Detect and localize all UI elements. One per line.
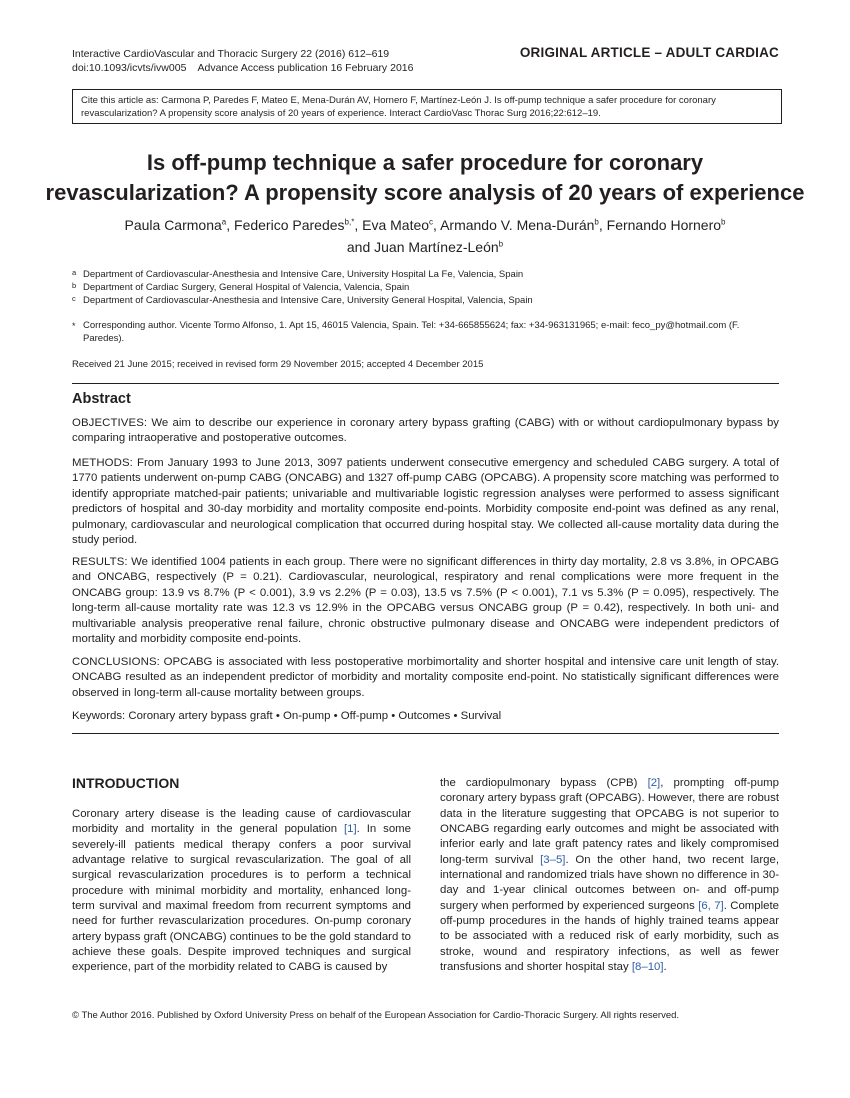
abstract-heading: Abstract (72, 391, 131, 407)
methods-text: : From January 1993 to June 2013, 3097 patients underwent consecutive emergency and scheduled CABG surgery. A total of 1770 patients underwent on-pump CABG (ONCABG) and 1327 off-pump CABG (OPCABG). A propensity score matching was performed to identify appropriate matched-pair patients; univariable and multivariable logistic regression analyses were performed to assess significant predictors of hospital and 30-day morbidity and mortality composite end-points. Morbidity composite end-point was defined as any renal, pulmonary, cardiovascular and neurological complication that occurred during hospital stay. We collected all-cause mortality data during the study period. (72, 457, 779, 547)
author-separator: , (433, 217, 441, 233)
author-separator: , (354, 217, 363, 233)
citation-box: Cite this article as: Carmona P, Paredes F, Mateo E, Mena-Durán AV, Hornero F, Martínez-León J. Is off-pump technique a safer procedure for coronary revascularization? A propensity score analysis of 20 years of experience. Interact CardioVasc Thorac Surg 2016;22:612–19. (72, 89, 782, 124)
reference-link[interactable]: [3–5] (540, 853, 566, 866)
affiliation-mark: b (72, 280, 77, 290)
author-list (80, 214, 770, 258)
author-name: Armando V. Mena-Durán (440, 217, 595, 233)
intro-column-left (72, 807, 411, 976)
abstract-results (72, 555, 779, 647)
intro-text: Coronary artery disease is the leading cause of cardiovascular morbidity and mortality in the general population (72, 808, 411, 836)
affiliations (72, 269, 533, 307)
author-line-2 (80, 236, 770, 258)
title-line-2: revascularization? A propensity score analysis of 20 years of experience (45, 180, 805, 205)
section-tag: ORIGINAL ARTICLE – ADULT CARDIAC (519, 45, 779, 60)
author-affiliation-mark: c (429, 217, 434, 227)
affiliation-row (72, 282, 533, 295)
intro-text: . On the other hand, two recent large, international and randomized trials have shown no difference in 30-day and 1-year clinical outcomes between on- and off-pump surgery when performed by experienced surgeons (440, 853, 779, 912)
copyright-footer: © The Author 2016. Published by Oxford University Press on behalf of the European Association for Cardio-Thoracic Surgery. All rights reserved. (72, 1010, 680, 1021)
author-affiliation-mark: b (721, 217, 726, 227)
objectives-text: : We aim to describe our experience in coronary artery bypass grafting (CABG) with or without cardiopulmonary bypass by comparing intraoperative and postoperative outcomes. (72, 417, 779, 445)
intro-text: . Complete off-pump procedures in the hands of highly trained teams appear to be associated with a reduced risk of early morbidity, such as stroke, wound and respiratory infections, as well as fewer transfusions and shorter hospital stay (440, 899, 779, 974)
abstract-methods (72, 456, 779, 548)
author-affiliation-mark: a (221, 217, 227, 227)
corresponding-author (72, 320, 778, 346)
divider-bottom (72, 733, 779, 734)
journal-info (72, 47, 413, 75)
introduction-heading: INTRODUCTION (72, 775, 180, 791)
intro-text: . (663, 961, 667, 974)
corresponding-text: Corresponding author. Vicente Tormo Alfonso, 1. Apt 15, 46015 Valencia, Spain. Tel: +34-665855624; fax: +34-963131965; e-mail: feco_py@hotmail.com (F. Paredes). (83, 320, 740, 344)
keywords-text: Coronary artery bypass graft • On-pump • Off-pump • Outcomes • Survival (125, 710, 502, 722)
affiliation-text: Department of Cardiovascular-Anesthesia and Intensive Care, University Hospital La Fe, Valencia, Spain (83, 269, 524, 280)
author-separator: , (598, 217, 607, 233)
results-text: : We identified 1004 patients in each group. There were no significant differences in thirty day mortality, 2.8 vs 3.8%, in OPCABG and ONCABG, respectively (P = 0.21). Cardiovascular, neurological, respiratory and renal complications were more frequent in the ONCABG group: 13.9 vs 8.7% (P < 0.001), 3.9 vs 2.2% (P = 0.03), 13.5 vs 7.5% (P < 0.001), 7.1 vs 5.3% (P = 0.095), respectively. The long-term all-cause mortality rate was 12.3 vs 12.9% in the OPCABG versus ONCABG group (P = 0.42), respectively. In both uni- and multivariable analysis preoperative renal failure, chronic obstructive pulmonary disease and ONCABG were independent predictors of mortality and morbidity composite end-points. (72, 556, 779, 646)
author-separator: , (226, 217, 235, 233)
author-name: and Juan Martínez-León (346, 239, 499, 255)
author-name: Eva Mateo (362, 217, 430, 233)
objectives-label: OBJECTIVES (72, 417, 144, 429)
affiliation-mark: c (72, 293, 76, 303)
affiliation-text: Department of Cardiac Surgery, General Hospital of Valencia, Valencia, Spain (83, 281, 410, 293)
abstract-objectives (72, 416, 779, 447)
reference-link[interactable]: [8–10] (631, 961, 664, 974)
reference-link[interactable]: [6, 7] (698, 899, 724, 912)
author-line-1 (80, 214, 770, 236)
intro-text: . In some severely-ill patients medical therapy confers a poor survival advantage relative to surgical revascularization. The goal of all surgical revascularization procedures is to perform a technical procedure with minimal morbidity and mortality, enhanced long-term survival and maximal freedom from recurrent symptoms and need for further revascularization procedures. On-pump coronary artery bypass graft (ONCABG) continues to be the gold standard to achieve these goals. Despite improved techniques and surgical experience, part of the morbidity related to CABG is caused by (72, 823, 411, 974)
article-title (40, 148, 810, 208)
results-label: RESULTS (72, 556, 125, 568)
received-dates: Received 21 June 2015; received in revised form 29 November 2015; accepted 4 December 2015 (72, 359, 484, 370)
journal-citation-line: Interactive CardioVascular and Thoracic Surgery 22 (2016) 612–619 (72, 48, 390, 60)
conclusions-label: CONCLUSIONS (72, 656, 157, 668)
author-affiliation-mark: b (594, 217, 599, 227)
affiliation-row (72, 295, 533, 308)
author-affiliation-mark: b,* (344, 217, 355, 227)
journal-doi-line: doi:10.1093/icvts/ivw005 Advance Access publication 16 February 2016 (72, 62, 414, 74)
author-name: Fernando Hornero (606, 217, 722, 233)
divider-top (72, 383, 779, 384)
keywords-label: Keywords: (72, 710, 126, 722)
author-affiliation-mark: b (498, 239, 504, 249)
affiliation-row (72, 269, 533, 282)
corresponding-mark: * (72, 321, 76, 331)
author-name: Paula Carmona (124, 217, 222, 233)
author-name: Federico Paredes (234, 217, 345, 233)
intro-text: , prompting off-pump coronary artery bypass graft (OPCABG). However, there are robust data in the literature suggesting that OPCABG is not superior to ONCABG regarding early outcomes and might be associated with inferior early and late graft patency rates and likely compromised long-term survival (440, 777, 779, 866)
title-line-1: Is off-pump technique a safer procedure for coronary (146, 150, 704, 175)
intro-text: the cardiopulmonary bypass (CPB) (440, 777, 648, 789)
keywords (72, 710, 501, 722)
reference-link[interactable]: [1] (343, 823, 357, 836)
methods-label: METHODS (72, 457, 130, 469)
reference-link[interactable]: [2] (647, 777, 661, 789)
affiliation-text: Department of Cardiovascular-Anesthesia and Intensive Care, University General Hospital, Valencia, Spain (83, 294, 533, 306)
intro-column-right (440, 776, 779, 975)
affiliation-mark: a (72, 268, 77, 277)
abstract-conclusions (72, 655, 779, 701)
conclusions-text: : OPCABG is associated with less postoperative morbimortality and shorter hospital and intensive care unit length of stay. ONCABG resulted as an independent predictor of morbidity and mortality composite end-point. No statistically significant differences were observed in long-term all-cause mortality between groups. (72, 656, 779, 699)
